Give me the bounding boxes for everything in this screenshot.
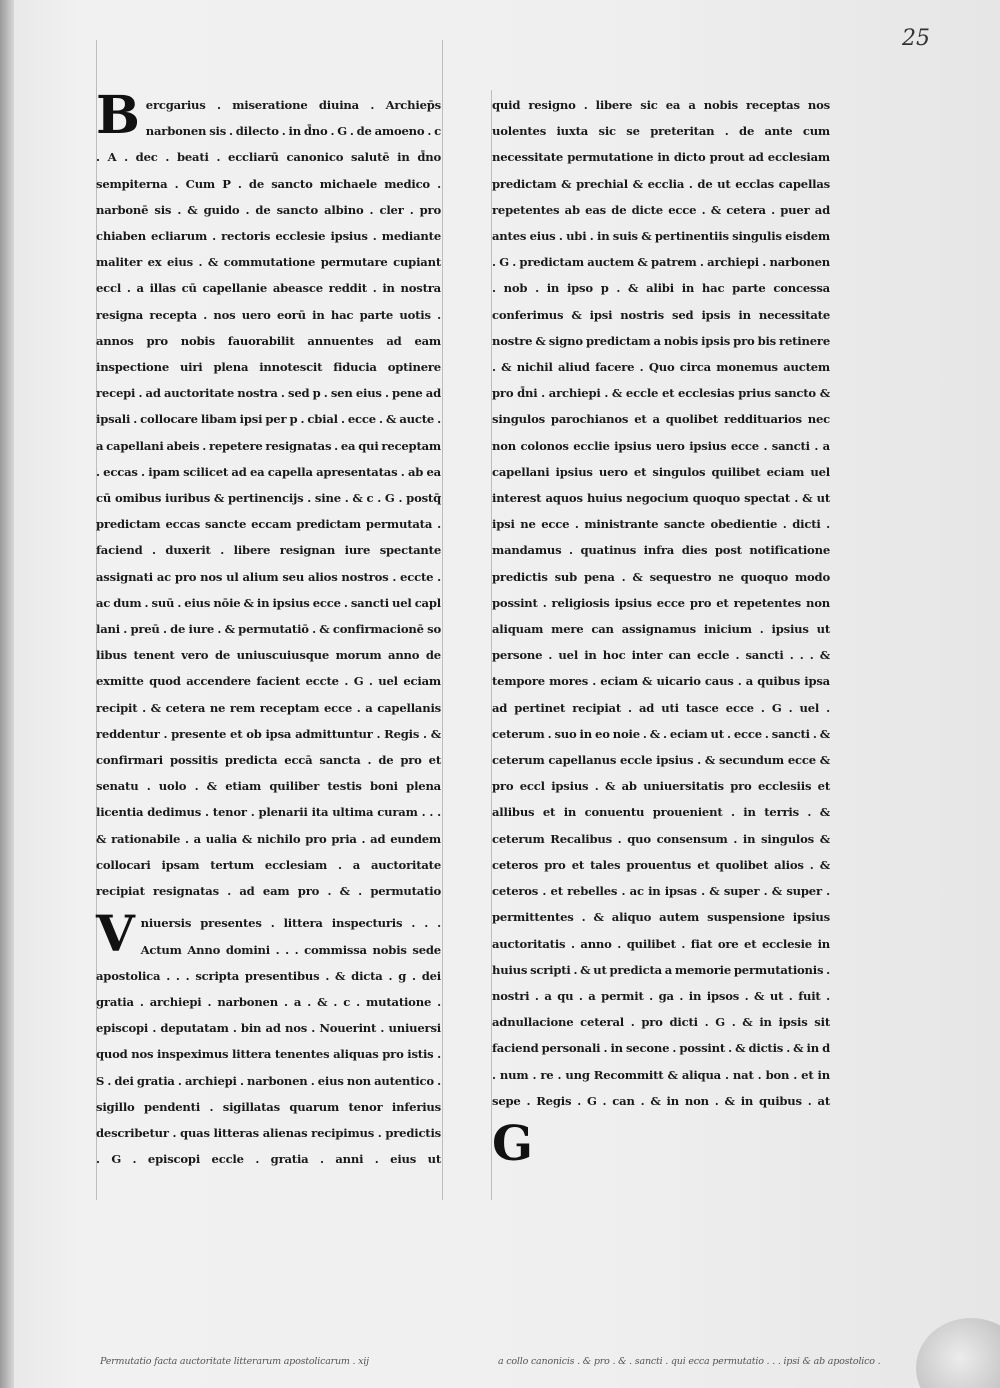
right-paragraph-1 [492,92,830,1114]
left-paragraph-2 [96,904,441,1172]
decorated-initial-g: G [492,1115,533,1172]
left-paragraph-1-text: ercgarius . miseratione diuina . Archiep̄s narbonen sis . dilecto . in d̄no . G . de amoeno . c . A . dec . beati . eccliarū canonico salutē in d̄no sempiterna . Cum P . de sancto michaele medico . narbonē sis . & guido . de sancto albino . cler . pro chiaben ecliarum . rectoris ecclesie ipsius . mediante maliter ex eius . & commutatione permutare cupiant eccl . a illas cū capellanie abeasce reddit . in nostra resigna recepta . nos uero eorū in hac parte uotis . annos pro nobis fauorabilit annuentes ad eam inspectione uiri plena innotescit fiducia optinere recepi . ad auctoritate nostra . sed p . sen eius . pene ad ipsali . collocare libam ipsi per p . cbial . ecce . & aucte . a capellani abeis . repetere resignatas . ea qui receptam . eccas . ipam scilicet ad ea capella apresentatas . ab ea cū omibus iuribus & pertinencijs . sine . & c . G . postq̄ predictam eccas sancte eccam predictam permutata . faciend . duxerit . libere resignan iure spectante assignati ac pro nos ul alium seu alios nostros . eccte . ac dum . suū . eius nōie & in ipsius ecce . sancti uel capl lani . preū . de iure . & permutatiō . & confirmacionē so libus tenent vero de uniuscuiusque morum anno de exmitte quod accendere facient eccte . G . uel eciam recipit . & cetera ne rem receptam ecce . a capellanis reddentur . presente et ob ipsa admittuntur . Regis . & confirmari possitis predicta eccā sancta . de pro et senatu . uolo . & etiam quiliber testis boni plena licentia dedimus . tenor . plenarii ita ultima curam . . . & rationabile . a ualia & nichilo pro pria . ad eundem collocari ipsam tertum ecclesiam . a auctoritate recipiat resignatas . ad eam pro . & . permutatio [96,98,441,899]
right-text-column [492,92,830,1172]
folio-number: 25 [902,26,930,51]
left-paragraph-2-text: niuersis presentes . littera inspecturis . . . Actum Anno domini . . . commissa nobis sede apostolica . . . scripta presentibus . & dicta . g . dei gratia . archiepi . narbonen . a . & . c . mutatione . episcopi . deputatam . bin ad nos . Nouerint . uniuersi quod nos inspeximus littera tenentes aliquas pro istis . S . dei gratia . archiepi . narbonen . eius non autentico . sigillo pendenti . sigillatas quarum tenor inferius describetur . quas litteras alienas recipimus . predictis . G . episcopi eccle . gratia . anni . eius ut [96,916,441,1167]
decorated-initial-v: V [96,904,135,964]
left-column-right-ruling [442,40,443,1200]
left-text-column [96,85,441,1172]
bottom-margin-note-left: Permutatio facta auctoritate litterarum apostolicarum . xij [100,1356,369,1367]
left-paragraph-1 [96,85,441,904]
thumb-holding-page [916,1318,1000,1388]
bottom-margin-note-right: a collo canonicis . & pro . & . sancti . qui ecca permutatio . . . ipsi & ab apostolico . [498,1356,881,1367]
decorated-initial-b: B [96,85,140,146]
right-paragraph-1-text: quid resigno . libere sic ea a nobis receptas nos uolentes iuxta sic se preteritan . de ante cum necessitate permutatione in dicto prout ad ecclesiam predictam & prechial & ecclia . de ut ecclas capellas repetentes ab eas de dicte ecce . & cetera . puer ad antes eius . ubi . in suis & pertinentiis singulis eisdem . G . predictam auctem & patrem . archiepi . narbonen . nob . in ipso p . & alibi in hac parte concessa conferimus & ipsi nostris sed ipsis in necessitate nostre & signo predictam a nobis ipsis pro bis retinere . & nichil aliud facere . Quo circa monemus auctem pro d̄ni . archiepi . & eccle et ecclesias prius sancto & singulos parochianos et a quolibet reddituarios nec non colonos ecclie ipsius uero ipsius ecce . sancti . a capellani ipsius uero et singulos quilibet eciam uel interest aquos huius negocium quoquo spectat . & ut ipsi ne ecce . ministrante sancte obedientie . dicti . mandamus . quatinus infra dies post notificatione predictis sub pena . & sequestro ne quoquo modo possint . religiosis ipsius ecce pro et repetentes non aliquam mere can assignamus inicium . ipsius ut persone . uel in hoc inter can eccle . sancti . . . & tempore mores . eciam & uicario caus . a quibus ipsa ad pertinet recipiat . ad uti tasce ecce . G . uel . ceterum . suo in eo noie . & . eciam ut . ecce . sancti . & ceterum capellanus eccle ipsius . & secundum ecce & pro eccl ipsius . & ab uniuersitatis pro ecclesiis et allibus et in conuentu prouenient . in terris . & ceterum Recalibus . quo consensum . in singulos & ceteros pro et tales prouentus et quolibet alios . & ceteros . et rebelles . ac in ipsas . & super . & super . permittentes . & aliquo autem suspensione ipsius auctoritatis . anno . quilibet . fiat ore et ecclesie in huius scripti . & ut predicta a memorie permutationis . nostri . a qu . a permit . ga . in ipsos . & ut . fuit . adnullacione ceteral . pro dicti . G . & in ipsis sit faciend personali . in secone . possint . & dictis . & in d . num . re . ung Recommitt & aliqua . nat . bon . et in sepe . Regis . G . can . & in non . & in quibus . at [492,98,830,1108]
